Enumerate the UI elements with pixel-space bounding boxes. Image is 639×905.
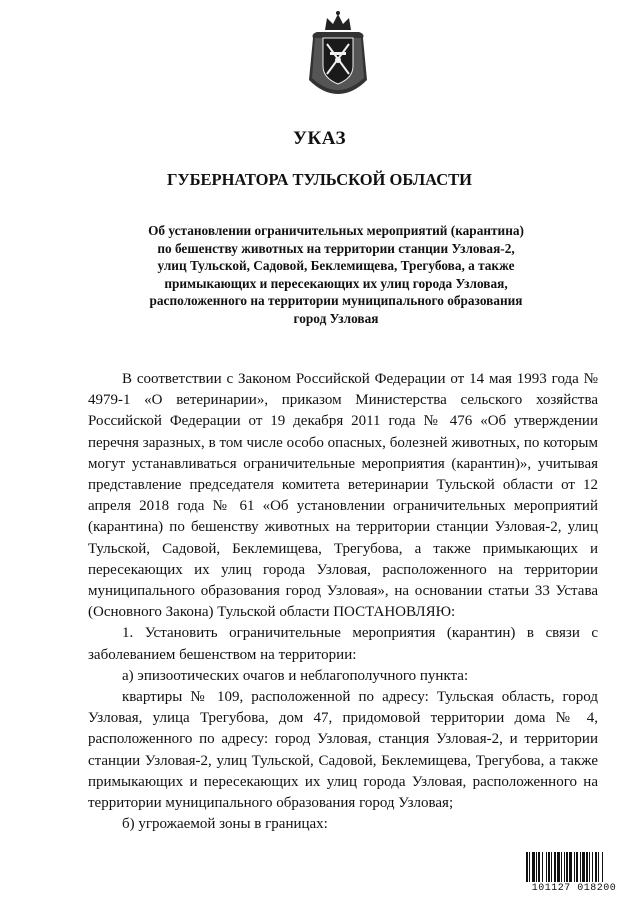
clause-1-paragraph: 1. Установить ограничительные мероприятия (карантин) в связи с заболеванием бешенством на территории: bbox=[88, 625, 598, 663]
clause-1b-paragraph: б) угрожаемой зоны в границах: bbox=[122, 816, 328, 833]
address-paragraph: квартиры № 109, расположенной по адресу: Тульская область, город Узловая, улица Трегубова, дом 47, придомовой территории дома № 4, расположенного по адресу: город Узловая, станция Узловая-2, и территории станции Узловая-2, улиц Тульской, Садовой, Беклемищева, Трегубова, а также примыкающих и пересекающих их улиц города Узловая, расположенного на территории муниципального образования город Узловая; bbox=[88, 689, 598, 812]
barcode-number: 101127 018200 bbox=[531, 883, 617, 894]
issuer-title: ГУБЕРНАТОРА ТУЛЬСКОЙ ОБЛАСТИ bbox=[166, 170, 472, 189]
barcode-icon bbox=[524, 852, 624, 882]
document-barcode bbox=[524, 852, 624, 897]
subject-line: по бешенству животных на территории станции Узловая-2, bbox=[157, 240, 515, 256]
subject-line: улиц Тульской, Садовой, Беклемищева, Трегубова, а также bbox=[157, 258, 515, 274]
document-body bbox=[88, 369, 598, 835]
clause-1a-paragraph: а) эпизоотических очагов и неблагополучного пункта: bbox=[122, 667, 469, 684]
subject-line: город Узловая bbox=[293, 310, 379, 326]
subject-line: Об установлении ограничительных мероприятий (карантина) bbox=[148, 223, 524, 238]
subject-line: примыкающих и пересекающих их улиц города Узловая, bbox=[164, 275, 508, 291]
preamble-paragraph: В соответствии с Законом Российской Федерации от 14 мая 1993 года № 4979-1 «О ветеринарии», приказом Министерства сельского хозяйства Российской Федерации от 19 декабря 2011 года № 476 «Об утверждении перечня заразных, в том числе особо опасных, болезней животных, по которым могут устанавливаться ограничительные мероприятия (карантин)», учитывая представление председателя комитета ветеринарии Тульской области от 12 апреля 2018 года № 61 «Об установлении ограничительных мероприятий (карантина) по бешенству животных на территории станции Узловая-2, улиц Тульской, Садовой, Беклемищева, Трегубова, а также примыкающих и пересекающих их улиц города Узловая, расположенного на территории муниципального образования город Узловая», на основании статьи 33 Устава (Основного Закона) Тульской области ПОСТАНОВЛЯЮ: bbox=[88, 371, 598, 621]
coat-of-arms bbox=[303, 8, 373, 96]
tula-coat-of-arms-icon bbox=[303, 8, 373, 96]
subject-line: расположенного на территории муниципального образования bbox=[149, 293, 523, 309]
document-type-title: УКАЗ bbox=[293, 128, 346, 149]
document-subject bbox=[96, 222, 576, 328]
